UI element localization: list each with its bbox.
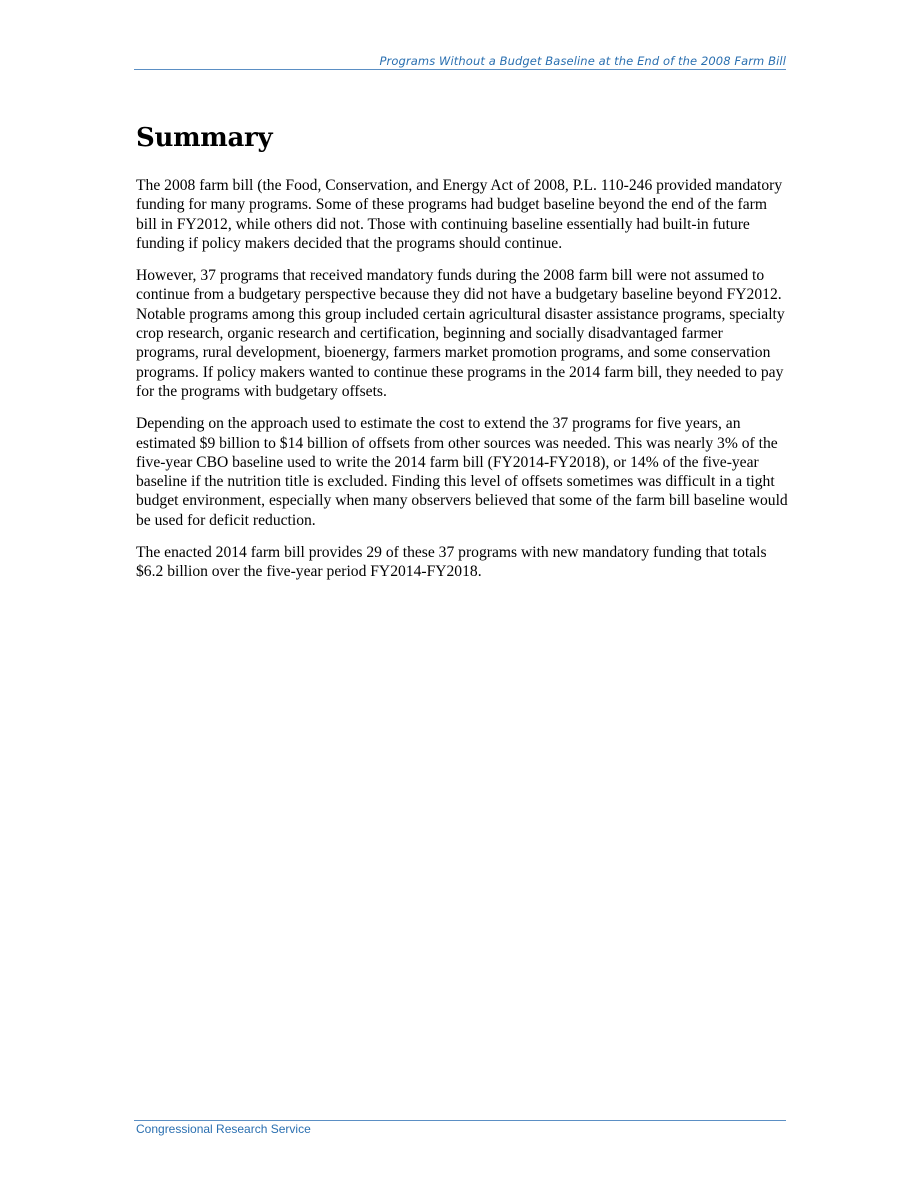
summary-heading: Summary xyxy=(136,123,273,153)
footer-divider xyxy=(134,1120,786,1121)
summary-body xyxy=(136,176,788,595)
summary-paragraph-2: However, 37 programs that received mandatory funds during the 2008 farm bill were not assumed to continue from a budgetary perspective because they did not have a budgetary baseline beyond FY2012. Notable programs among this group included certain agricultural disaster assistance programs, specialty crop research, organic research and certification, beginning and socially disadvantaged farmer programs, rural development, bioenergy, farmers market promotion programs, and some conservation programs. If policy makers wanted to continue these programs in the 2014 farm bill, they needed to pay for the programs with budgetary offsets. xyxy=(136,267,785,400)
header-divider xyxy=(134,69,786,70)
summary-paragraph-3: Depending on the approach used to estimate the cost to extend the 37 programs for five years, an estimated $9 billion to $14 billion of offsets from other sources was needed. This was nearly 3% of the five-year CBO baseline used to write the 2014 farm bill (FY2014-FY2018), or 14% of the five-year baseline if the nutrition title is excluded. Finding this level of offsets sometimes was difficult in a tight budget environment, especially when many observers believed that some of the farm bill baseline would be used for deficit reduction. xyxy=(136,415,788,529)
running-header-title: Programs Without a Budget Baseline at the End of the 2008 Farm Bill xyxy=(379,54,786,68)
running-footer-organization: Congressional Research Service xyxy=(136,1122,311,1136)
summary-paragraph-4: The enacted 2014 farm bill provides 29 of these 37 programs with new mandatory funding that totals $6.2 billion over the five-year period FY2014-FY2018. xyxy=(136,544,767,581)
summary-paragraph-1: The 2008 farm bill (the Food, Conservation, and Energy Act of 2008, P.L. 110-246 provided mandatory funding for many programs. Some of these programs had budget baseline beyond the end of the farm bill in FY2012, while others did not. Those with continuing baseline essentially had built-in future funding if policy makers decided that the programs should continue. xyxy=(136,177,783,252)
